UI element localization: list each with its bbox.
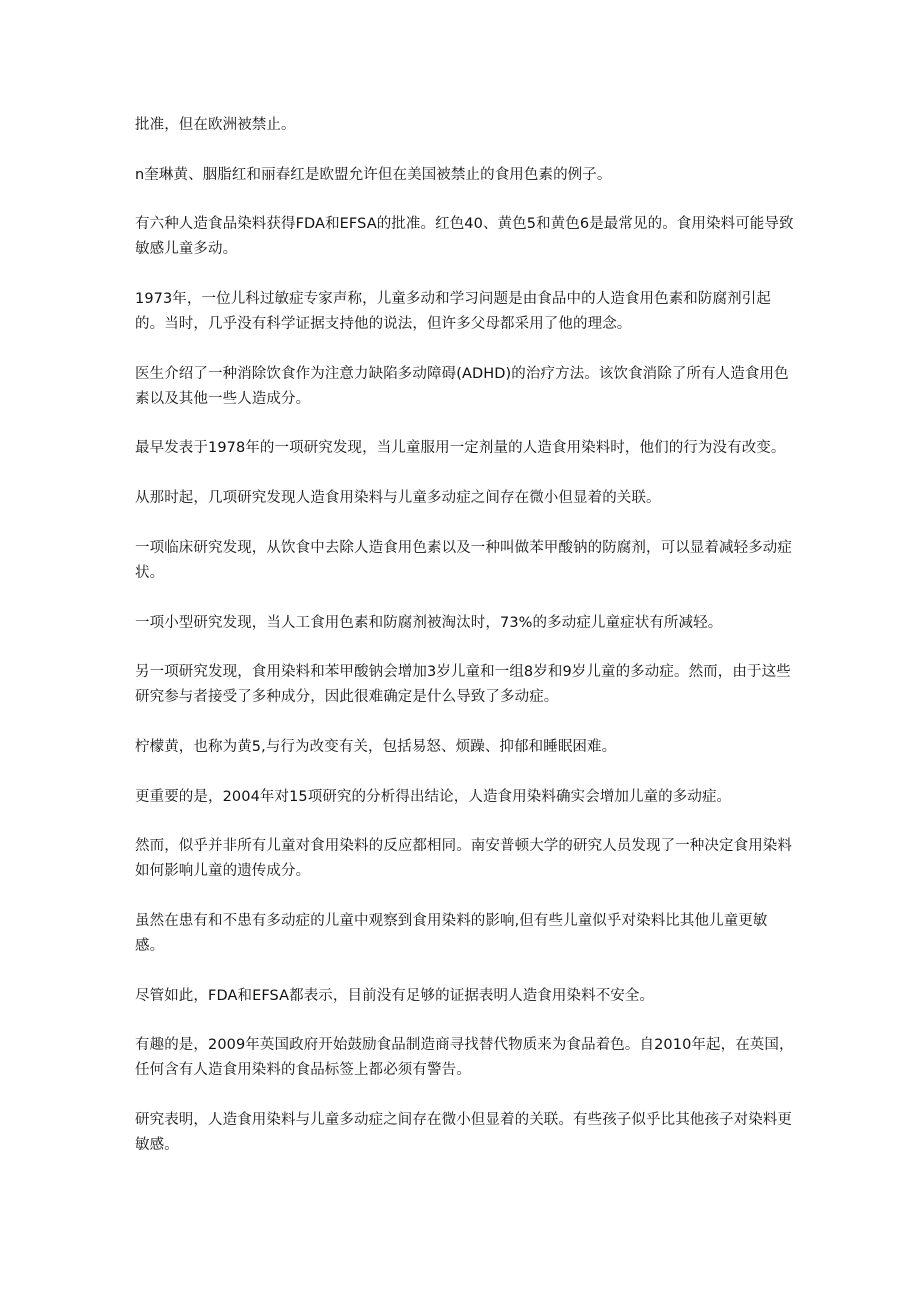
paragraph-9: 一项小型研究发现，当人工食用色素和防腐剂被淘汰时，73%的多动症儿童症状有所减轻。	[135, 614, 723, 631]
paragraph-4: 1973年，一位儿科过敏症专家声称，儿童多动和学习问题是由食品中的人造食用色素和防腐剂引起的。当时，几乎没有科学证据支持他的说法，但许多父母都采用了他的理念。	[135, 291, 771, 333]
paragraph-7: 从那时起，几项研究发现人造食用染料与儿童多动症之间存在微小但显着的关联。	[135, 490, 661, 507]
paragraph-13: 然而，似乎并非所有儿童对食用染料的反应都相同。南安普顿大学的研究人员发现了一种决定食用染料如何影响儿童的遗传成分。	[135, 838, 792, 880]
paragraph-8: 一项临床研究发现，从饮食中去除人造食用色素以及一种叫做苯甲酸钠的防腐剂，可以显着减轻多动症状。	[135, 539, 792, 581]
paragraph-16: 有趣的是，2009年英国政府开始鼓励食品制造商寻找替代物质来为食品着色。自2010年起，在英国，任何含有人造食用染料的食品标签上都必须有警告。	[135, 1037, 794, 1079]
paragraph-11: 柠檬黄，也称为黄5,与行为改变有关，包括易怒、烦躁、抑郁和睡眠困难。	[135, 738, 617, 755]
paragraph-12: 更重要的是，2004年对15项研究的分析得出结论，人造食用染料确实会增加儿童的多动症。	[135, 788, 732, 805]
document-body	[135, 113, 795, 1183]
paragraph-2: n奎琳黄、胭脂红和丽春红是欧盟允许但在美国被禁止的食用色素的例子。	[135, 166, 612, 183]
paragraph-15: 尽管如此，FDA和EFSA都表示，目前没有足够的证据表明人造食用染料不安全。	[135, 987, 655, 1004]
paragraph-5: 医生介绍了一种消除饮食作为注意力缺陷多动障碍(ADHD)的治疗方法。该饮食消除了所有人造食用色素以及其他一些人造成分。	[135, 365, 789, 407]
paragraph-3: 有六种人造食品染料获得FDA和EFSA的批准。红色40、黄色5和黄色6是最常见的。食用染料可能导致敏感儿童多动。	[135, 216, 794, 258]
paragraph-17: 研究表明，人造食用染料与儿童多动症之间存在微小但显着的关联。有些孩子似乎比其他孩子对染料更敏感。	[135, 1112, 792, 1153]
paragraph-1: 批准，但在欧洲被禁止。	[135, 117, 296, 133]
paragraph-10: 另一项研究发现，食用染料和苯甲酸钠会增加3岁儿童和一组8岁和9岁儿童的多动症。然而，由于这些研究参与者接受了多种成分，因此很难确定是什么导致了多动症。	[135, 664, 791, 706]
paragraph-14: 虽然在患有和不患有多动症的儿童中观察到食用染料的影响,但有些儿童似乎对染料比其他儿童更敏感。	[135, 912, 768, 954]
paragraph-6: 最早发表于1978年的一项研究发现，当儿童服用一定剂量的人造食用染料时，他们的行为没有改变。	[135, 440, 786, 457]
